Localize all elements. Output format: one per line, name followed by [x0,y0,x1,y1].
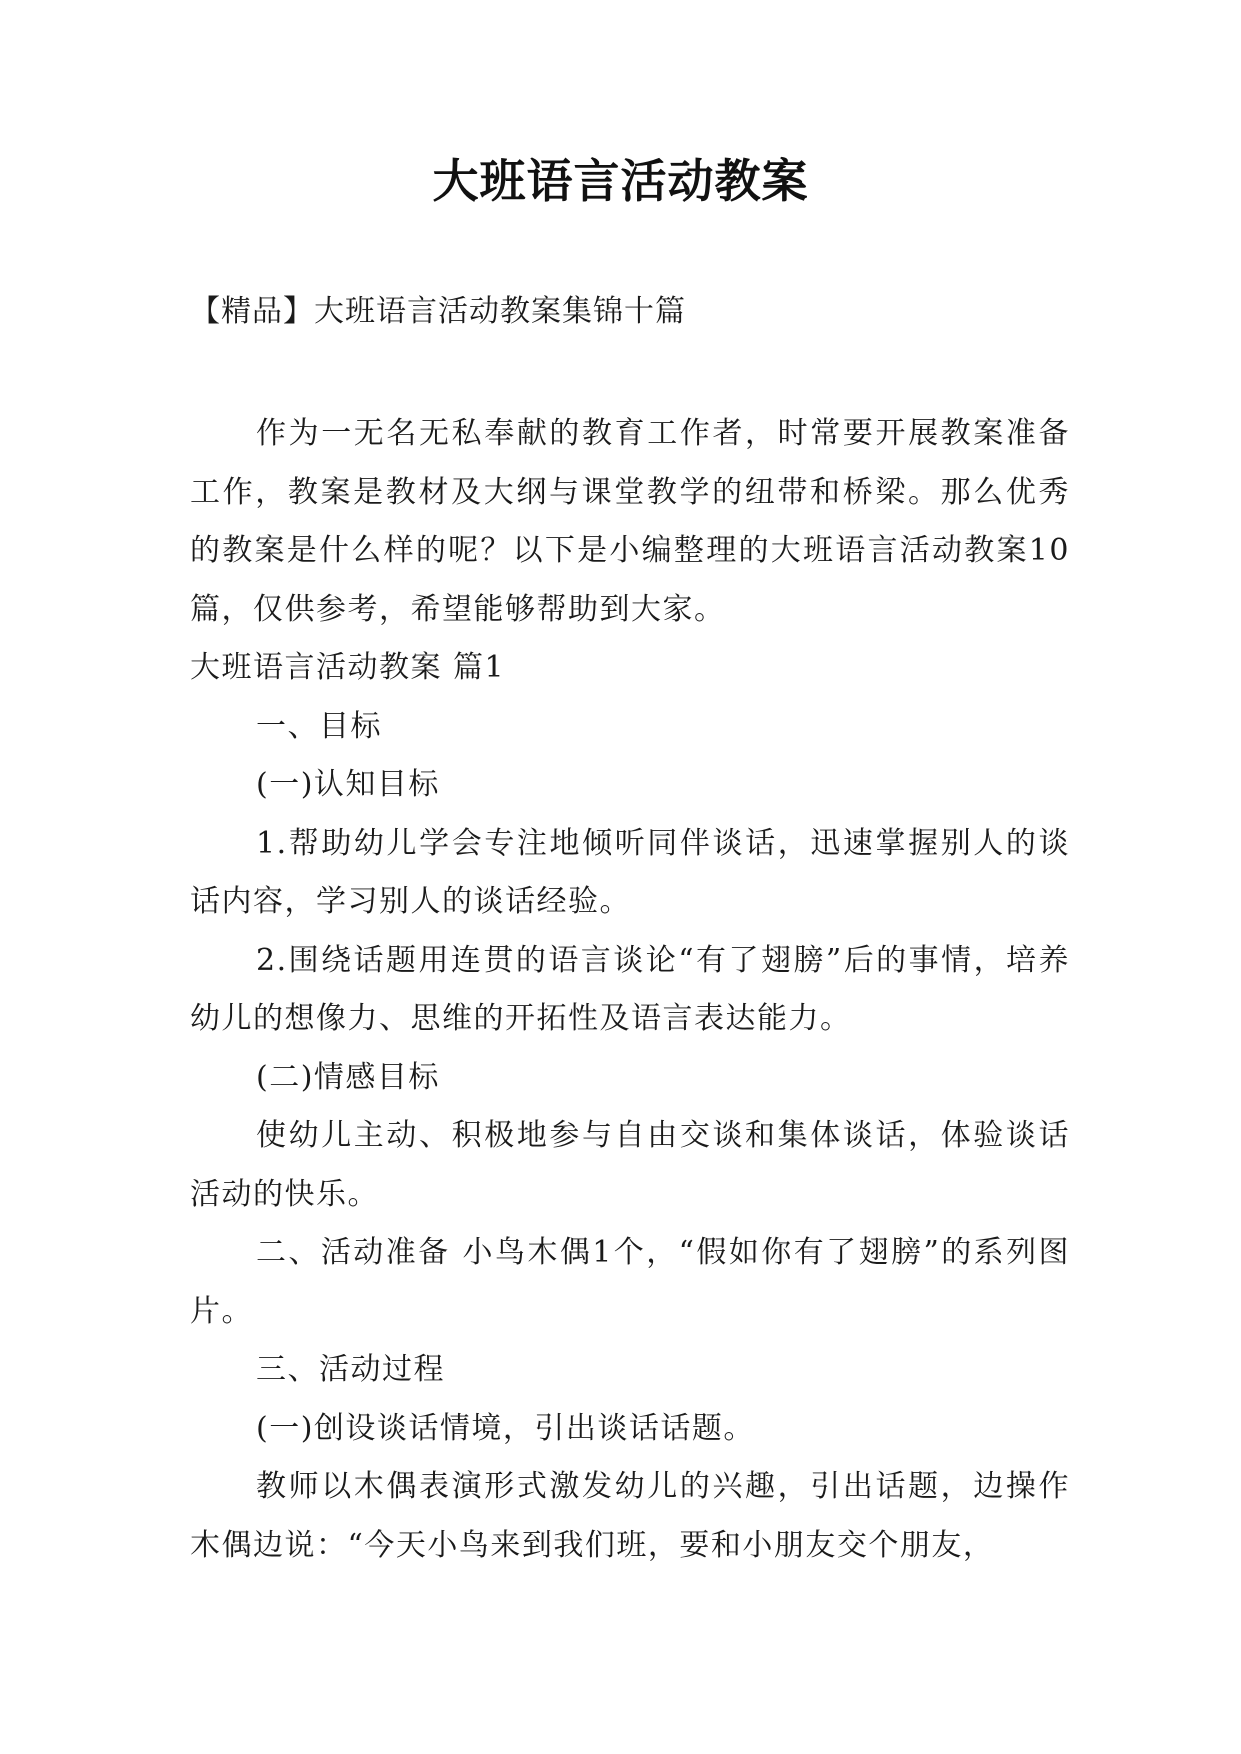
paragraph: 三、活动过程 [256,1352,445,1387]
paragraph: 教师以木偶表演形式激发幼儿的兴趣，引出话题，边操作木偶边说：“今天小鸟来到我们班，要和小朋友交个朋友， [190,1469,1070,1563]
paragraph: 使幼儿主动、积极地参与自由交谈和集体谈话，体验谈话活动的快乐。 [190,1118,1070,1212]
paragraph: 作为一无名无私奉献的教育工作者，时常要开展教案准备工作，教案是教材及大纲与课堂教学的纽带和桥梁。那么优秀的教案是什么样的呢？以下是小编整理的大班语言活动教案10篇，仅供参考，希望能够帮助到大家。 [190,416,1070,627]
paragraph: (二)情感目标 [256,1059,440,1095]
paragraph: (一)认知目标 [256,767,440,802]
paragraph: 1.帮助幼儿学会专注地倾听同伴谈话，迅速掌握别人的谈话内容，学习别人的谈话经验。 [190,825,1070,919]
paragraph: 2.围绕话题用连贯的语言谈论“有了翅膀”后的事情，培养幼儿的想像力、思维的开拓性及语言表达能力。 [190,942,1070,1036]
section-heading: 大班语言活动教案 篇1 [190,650,506,685]
document-subtitle: 【精品】大班语言活动教案集锦十篇 [190,294,686,329]
document-title: 大班语言活动教案 [432,154,809,208]
paragraph: 二、活动准备 小鸟木偶1个，“假如你有了翅膀”的系列图片。 [190,1235,1070,1329]
paragraph: 一、目标 [256,708,382,744]
document-body [190,405,1070,1575]
paragraph: (一)创设谈话情境，引出谈话话题。 [256,1410,755,1446]
